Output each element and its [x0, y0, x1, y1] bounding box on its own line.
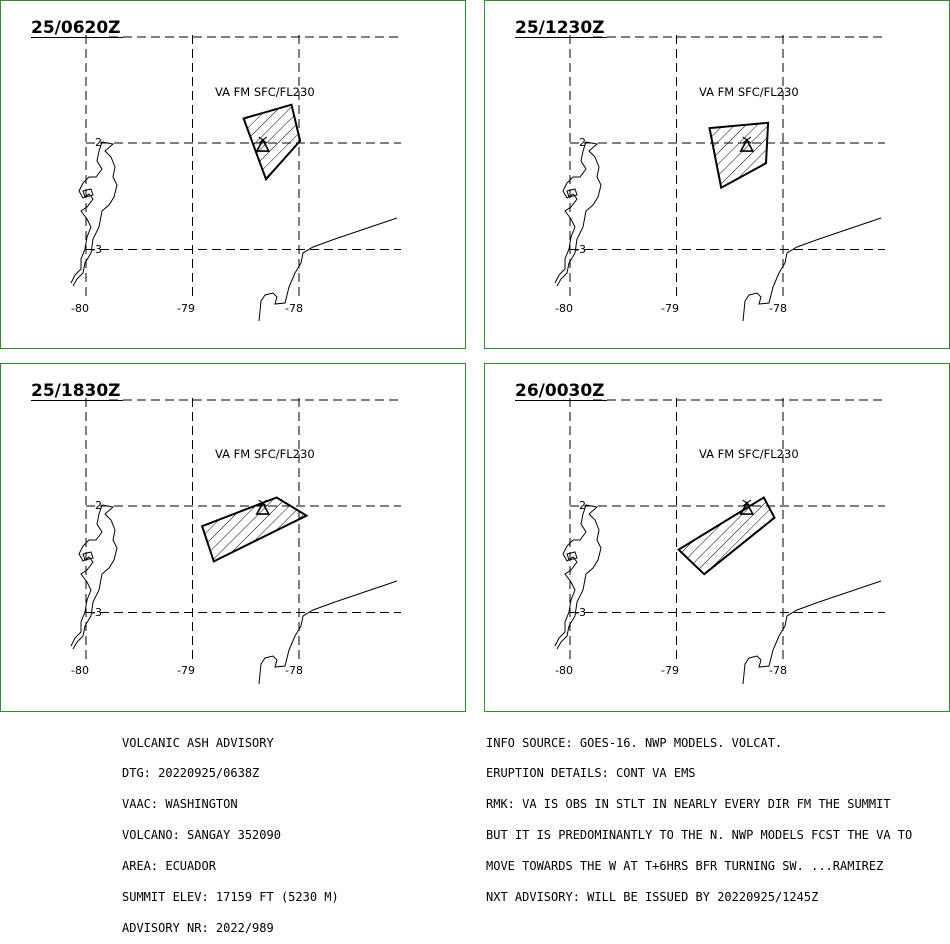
advisory-remarks-text	[486, 717, 912, 913]
ash-cloud-polygon	[710, 123, 769, 188]
advisory-line: ERUPTION DETAILS: CONT VA EMS	[486, 766, 696, 781]
map-graphics	[1, 364, 465, 711]
altitude-label: VA FM SFC/FL230	[215, 447, 315, 461]
lon-label-west: -80	[71, 302, 89, 315]
island-outline	[83, 552, 93, 560]
lon-label-east: -78	[285, 664, 303, 677]
map-panel-2	[484, 0, 950, 349]
lat-label-north: -2	[91, 499, 102, 512]
map-panel-1	[0, 0, 466, 349]
coastline	[71, 505, 117, 649]
altitude-label: VA FM SFC/FL230	[699, 85, 799, 99]
lat-label-south: -3	[575, 606, 586, 619]
lat-label-south: -3	[575, 243, 586, 256]
lon-label-east: -78	[769, 302, 787, 315]
ash-cloud-polygon	[679, 498, 775, 575]
map-graphics	[485, 1, 949, 348]
lon-label-east: -78	[769, 664, 787, 677]
lat-label-north: -2	[91, 136, 102, 149]
advisory-line: AREA: ECUADOR	[122, 859, 216, 874]
lon-label-center: -79	[661, 664, 679, 677]
advisory-line: ADVISORY NR: 2022/989	[122, 920, 274, 935]
forecast-time-label: 25/1230Z	[515, 18, 605, 38]
lon-label-east: -78	[285, 302, 303, 315]
map-panel-3	[0, 363, 466, 712]
advisory-line: VOLCANO: SANGAY 352090	[122, 828, 281, 843]
advisory-header-text	[122, 717, 339, 944]
advisory-line: RMK: VA IS OBS IN STLT IN NEARLY EVERY DIR FM THE SUMMIT	[486, 797, 891, 812]
advisory-line: BUT IT IS PREDOMINANTLY TO THE N. NWP MODELS FCST THE VA TO	[486, 828, 913, 843]
advisory-line: INFO SOURCE: GOES-16. NWP MODELS. VOLCAT.	[486, 735, 783, 750]
lat-label-north: -2	[575, 136, 586, 149]
border-line	[259, 581, 397, 684]
lat-label-north: -2	[575, 499, 586, 512]
island-outline	[567, 552, 577, 560]
map-panel-4	[484, 363, 950, 712]
ash-cloud-polygon	[244, 105, 301, 180]
lon-label-center: -79	[661, 302, 679, 315]
border-line	[743, 218, 881, 321]
forecast-time-label: 26/0030Z	[515, 381, 605, 401]
altitude-label: VA FM SFC/FL230	[699, 447, 799, 461]
coastline	[71, 142, 117, 286]
advisory-line: VAAC: WASHINGTON	[122, 797, 238, 812]
island-outline	[567, 189, 577, 197]
lat-label-south: -3	[91, 243, 102, 256]
lon-label-west: -80	[555, 664, 573, 677]
forecast-time-label: 25/0620Z	[31, 18, 121, 38]
coastline	[555, 142, 601, 286]
lon-label-center: -79	[177, 664, 195, 677]
altitude-label: VA FM SFC/FL230	[215, 85, 315, 99]
advisory-line: VOLCANIC ASH ADVISORY	[122, 735, 274, 750]
lon-label-west: -80	[71, 664, 89, 677]
lat-label-south: -3	[91, 606, 102, 619]
map-graphics	[1, 1, 465, 348]
island-outline	[83, 189, 93, 197]
forecast-time-label: 25/1830Z	[31, 381, 121, 401]
map-graphics	[485, 364, 949, 711]
coastline	[555, 505, 601, 649]
advisory-line: DTG: 20220925/0638Z	[122, 766, 260, 781]
ash-cloud-polygon	[202, 498, 306, 562]
advisory-line: MOVE TOWARDS THE W AT T+6HRS BFR TURNING SW. ...RAMIREZ	[486, 859, 884, 874]
border-line	[743, 581, 881, 684]
lon-label-center: -79	[177, 302, 195, 315]
lon-label-west: -80	[555, 302, 573, 315]
border-line	[259, 218, 397, 321]
advisory-line: NXT ADVISORY: WILL BE ISSUED BY 20220925/1245Z	[486, 890, 819, 905]
advisory-line: SUMMIT ELEV: 17159 FT (5230 M)	[122, 890, 339, 905]
